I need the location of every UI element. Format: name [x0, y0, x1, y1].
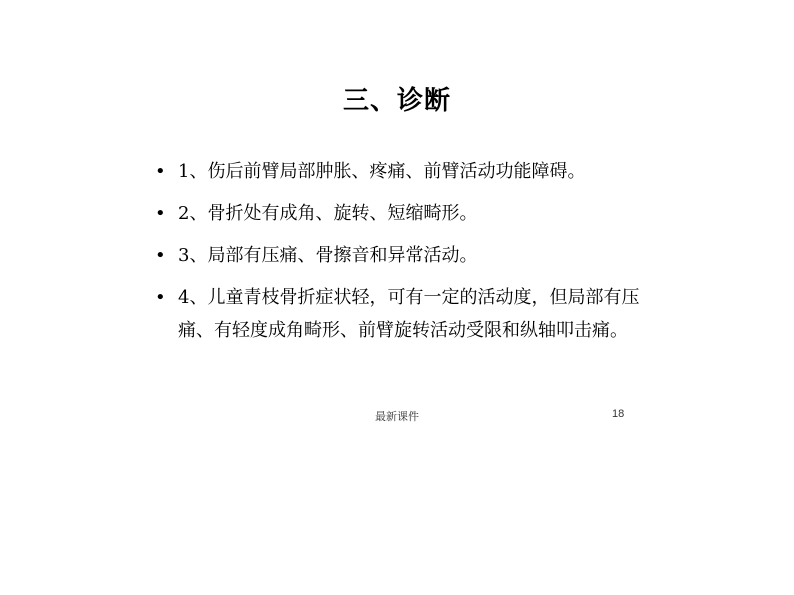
bullet-dot-icon: •: [155, 245, 166, 266]
slide-title: 三、诊断: [342, 86, 451, 116]
bullet-list: [155, 155, 645, 356]
bullet-item-4: [155, 281, 645, 347]
bullet-item-1: [155, 155, 645, 188]
bullet-dot-icon: •: [155, 203, 166, 224]
bullet-text: 3、局部有压痛、骨擦音和异常活动。: [178, 245, 478, 266]
bullet-item-2: [155, 197, 645, 230]
bullet-text: 1、伤后前臂局部肿胀、疼痛、前臂活动功能障碍。: [178, 161, 586, 182]
footer-label: 最新课件: [375, 410, 419, 423]
bullet-dot-icon: •: [155, 287, 166, 308]
page-number: 18: [612, 408, 625, 420]
bullet-dot-icon: •: [155, 161, 166, 182]
bullet-text: 2、骨折处有成角、旋转、短缩畸形。: [178, 203, 478, 224]
bullet-item-3: [155, 239, 645, 272]
bullet-text: 4、儿童青枝骨折症状轻，可有一定的活动度，但局部有压痛、有轻度成角畸形、前臂旋转活动受限和纵轴叩击痛。: [178, 287, 640, 341]
